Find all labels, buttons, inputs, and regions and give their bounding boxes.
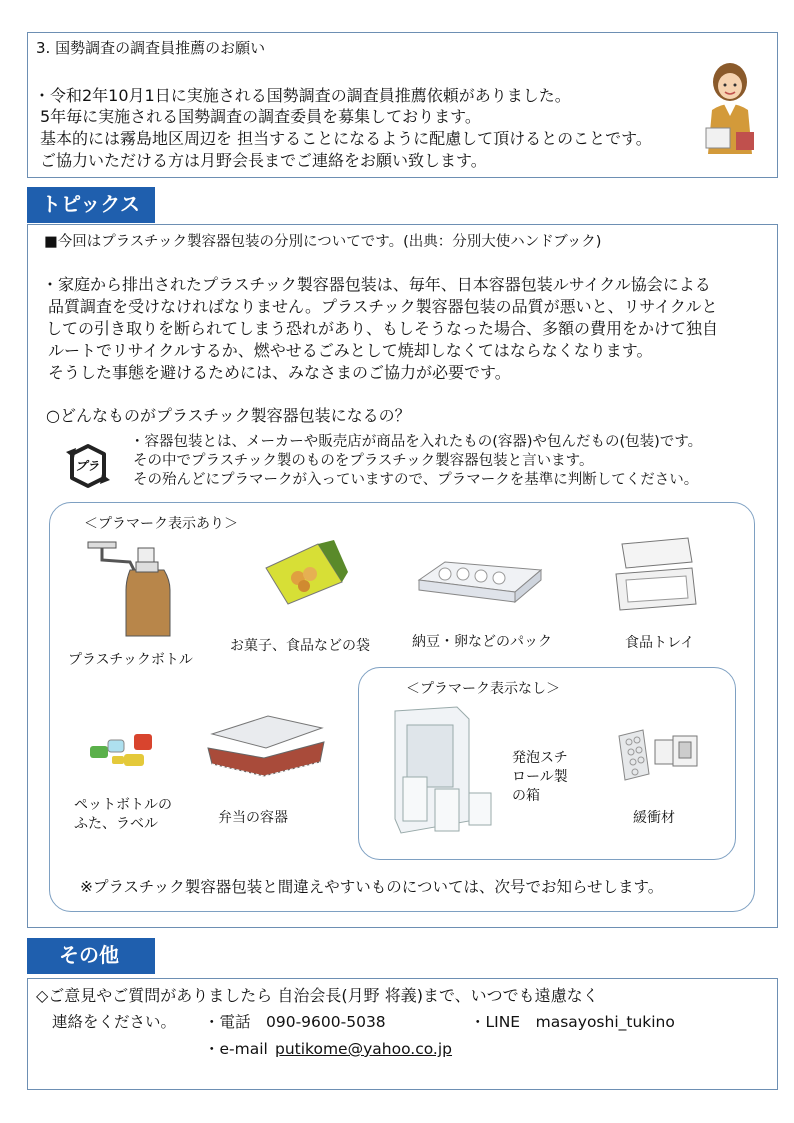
other-header-label: その他 xyxy=(59,943,119,967)
topics-header xyxy=(27,187,155,221)
without-mark-title: ＜プラマーク表示なし＞ xyxy=(406,681,560,697)
styrofoam-label-line-1: 発泡スチ xyxy=(512,750,568,766)
other-line-2: 連絡をください。 xyxy=(52,1013,177,1031)
census-line-1: ・令和2年10月1日に実施される国勢調査の調査員推薦依頼がありました。 xyxy=(34,86,571,105)
census-line-2: 5年毎に実施される国勢調査の調査委員を募集しております。 xyxy=(40,107,481,126)
line-id: ・LINE masayoshi_tukino xyxy=(470,1013,675,1031)
topics-header-label: トピックス xyxy=(41,192,140,216)
caps-label-line-2: ふた、ラベル xyxy=(74,816,158,832)
other-header xyxy=(27,938,155,972)
topics-note: ※プラスチック製容器包装と間違えやすいものについては、次号でお知らせします。 xyxy=(80,878,664,896)
topics-para-3: しての引き取りを断られてしまう恐れがあり、もしそうなった場合、多額の費用をかけて独自 xyxy=(46,319,719,338)
census-title: 3. 国勢調査の調査員推薦のお願い xyxy=(36,39,266,57)
bottle-caps-illustration xyxy=(88,728,168,774)
plastic-bottle-illustration xyxy=(80,540,176,640)
email-label: ・e-mail xyxy=(204,1040,268,1058)
email-row xyxy=(275,1039,452,1059)
cushion-material-illustration xyxy=(615,726,701,782)
definition-line-1: ・容器包装とは、メーカーや販売店が商品を入れたもの(容器)や包んだもの(包装)です。 xyxy=(130,434,703,450)
pla-mark-text: プラ xyxy=(75,459,100,473)
cushion-label: 緩衝材 xyxy=(633,810,675,826)
phone-number: ・電話 090-9600-5038 xyxy=(204,1013,386,1031)
egg-pack-illustration xyxy=(415,556,545,606)
bottle-label: プラスチックボトル xyxy=(68,652,193,668)
styrofoam-label-line-2: ロール製 xyxy=(512,769,568,785)
topics-para-1: ・家庭から排出されたプラスチック製容器包装は、毎年、日本容器包装ルサイクル協会による xyxy=(42,275,711,294)
definition-line-3: その殆んどにプラマークが入っていますので、プラマークを基準に判断してください。 xyxy=(133,472,699,488)
topics-intro: ■今回はプラスチック製容器包装の分別についてです。(出典：分別大使ハンドブック) xyxy=(44,234,602,250)
topics-para-2: 品質調査を受けなければなりません。プラスチック製容器包装の品質が悪いと、リサイクルと xyxy=(48,297,718,316)
email-link[interactable]: putikome@yahoo.co.jp xyxy=(275,1040,453,1058)
other-line-1: ◇ご意見やご質問がありましたら 自治会長(月野 将義)まで、いつでも遠慮なく xyxy=(36,986,599,1005)
food-tray-illustration xyxy=(612,534,698,614)
topics-para-4: ルートでリサイクルするか、燃やせるごみとして焼却しなくてはならなくなります。 xyxy=(48,341,653,360)
snack-bag-illustration xyxy=(258,538,350,608)
styrofoam-label-line-3: の箱 xyxy=(512,788,540,804)
egg-pack-label: 納豆・卵などのパック xyxy=(412,634,552,650)
bento-container-illustration xyxy=(204,712,328,778)
bento-label: 弁当の容器 xyxy=(218,810,288,826)
topics-question: ○どんなものがプラスチック製容器包装になるの？ xyxy=(46,406,411,425)
caps-label-line-1: ペットボトルの xyxy=(74,797,172,813)
census-line-4: ご協力いただける方は月野会長までご連絡をお願い致します。 xyxy=(40,151,487,170)
topics-para-5: そうした事態を避けるためには、みなさまのご協力が必要です。 xyxy=(48,363,511,382)
styrofoam-box-illustration xyxy=(385,705,497,841)
surveyor-woman-illustration xyxy=(700,62,760,158)
census-line-3: 基本的には霧島地区周辺を 担当することになるように配慮して頂けるとのことです。 xyxy=(40,129,652,148)
definition-line-2: その中でプラスチック製のものをプラスチック製容器包装と言います。 xyxy=(133,453,594,469)
with-mark-title: ＜プラマーク表示あり＞ xyxy=(84,516,238,532)
food-tray-label: 食品トレイ xyxy=(625,635,695,651)
snack-bag-label: お菓子、食品などの袋 xyxy=(230,638,370,654)
